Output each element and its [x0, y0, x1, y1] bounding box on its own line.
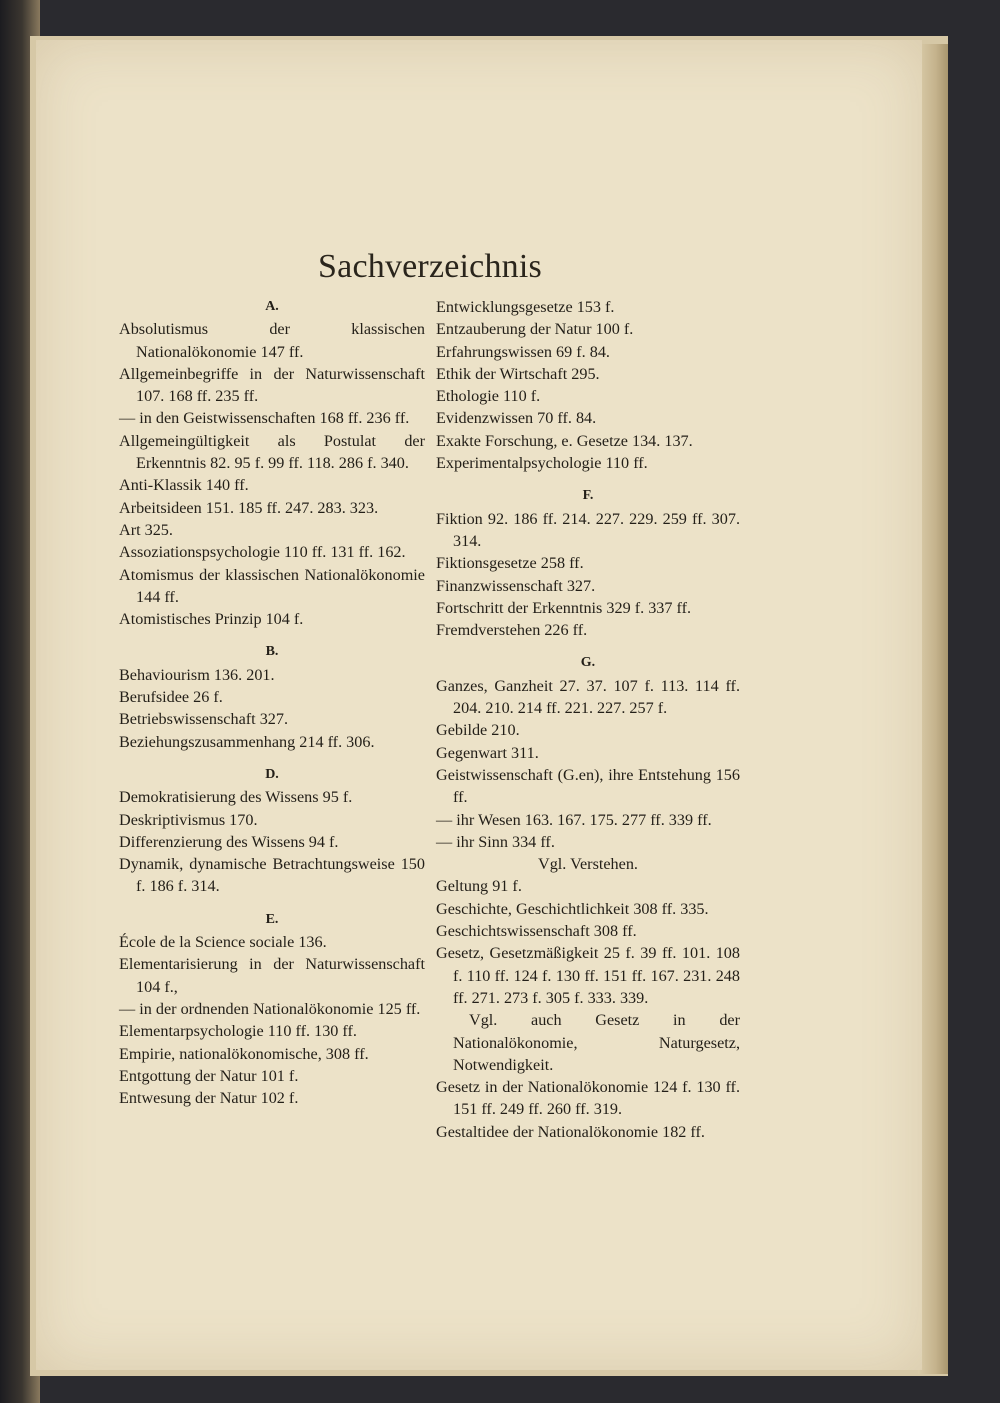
index-entry: Fiktionsgesetze 258 ff. [436, 554, 584, 573]
page-title: Sachverzeichnis [318, 248, 542, 285]
index-entry: Absolutismus der klassischen Nationalökonomie 147 ff. [119, 320, 425, 361]
index-entry: Ganzes, Ganzheit 27. 37. 107 f. 113. 114 ff. 204. 210. 214 ff. 221. 227. 257 f. [436, 676, 740, 718]
index-entry: Finanzwissenschaft 327. [436, 576, 596, 595]
index-entry: Beziehungszusammenhang 214 ff. 306. [119, 732, 375, 751]
index-entry: Fremdverstehen 226 ff. [436, 621, 588, 640]
index-entry: Gegenwart 311. [436, 743, 539, 762]
section-letter: A. [265, 299, 279, 314]
index-entry: Art 325. [119, 520, 173, 539]
page-edge [918, 44, 948, 1374]
index-entry: Gestaltidee der Nationalökonomie 182 ff. [436, 1122, 705, 1141]
index-entry: Elementarisierung in der Naturwissenschaft 104 f., [119, 955, 425, 996]
index-entry: Entwicklungsgesetze 153 f. [436, 298, 615, 316]
index-subentry: — in den Geistwissenschaften 168 ff. 236 ff. [119, 409, 410, 428]
index-entry: Exakte Forschung, e. Gesetze 134. 137. [436, 431, 693, 450]
index-entry: Entgottung der Natur 101 f. [119, 1066, 299, 1085]
index-entry: Fiktion 92. 186 ff. 214. 227. 229. 259 ff. 307. 314. [436, 509, 740, 550]
index-subentry: — in der ordnenden Nationalökonomie 125 ff. [119, 999, 421, 1018]
index-entry: Entwesung der Natur 102 f. [119, 1089, 299, 1108]
index-entry: Deskriptivismus 170. [119, 810, 258, 829]
index-entry: Berufsidee 26 f. [119, 688, 223, 707]
index-entry: Empirie, nationalökonomische, 308 ff. [119, 1044, 369, 1063]
index-entry: Geistwissenschaft (G.en), ihre Entstehung 156 ff. [436, 765, 740, 807]
index-subentry: — ihr Wesen 163. 167. 175. 277 ff. 339 ff. [436, 810, 712, 829]
section-letter: B. [265, 644, 279, 660]
index-entry: Evidenzwissen 70 ff. 84. [436, 409, 597, 428]
index-entry: Assoziationspsychologie 110 ff. 131 ff. 162. [119, 543, 406, 562]
index-cross-reference: Vgl. auch Gesetz in der Nationalökonomie, Naturgesetz, Notwendigkeit. [453, 1011, 740, 1074]
index-entry: École de la Science sociale 136. [119, 933, 327, 952]
index-entry: Ethologie 110 f. [436, 387, 541, 406]
index-entry: Betriebswissenschaft 327. [119, 710, 289, 729]
index-column-left [119, 296, 425, 1109]
index-cross-reference: Vgl. Verstehen. [538, 855, 638, 874]
index-entry: Arbeitsideen 151. 185 ff. 247. 283. 323. [119, 498, 379, 517]
index-entry: Entzauberung der Natur 100 f. [436, 320, 634, 339]
section-letter: E. [265, 911, 279, 927]
index-entry: Ethik der Wirtschaft 295. [436, 364, 600, 383]
index-entry: Anti-Klassik 140 ff. [119, 476, 249, 495]
index-entry: Erfahrungswissen 69 f. 84. [436, 342, 610, 361]
section-letter: F. [582, 488, 594, 504]
index-entry: Allgemeingültigkeit als Postulat der Erkenntnis 82. 95 f. 99 ff. 118. 286 f. 340. [119, 431, 425, 473]
section-letter: G. [580, 655, 596, 671]
index-entry: Gesetz in der Nationalökonomie 124 f. 130 ff. 151 ff. 249 ff. 260 ff. 319. [436, 1078, 740, 1119]
section-letter: D. [265, 766, 279, 782]
index-entry: Experimentalpsychologie 110 ff. [436, 454, 648, 473]
index-entry: Demokratisierung des Wissens 95 f. [119, 788, 353, 807]
index-entry: Dynamik, dynamische Betrachtungsweise 150 f. 186 f. 314. [119, 855, 425, 896]
index-entry: Atomistisches Prinzip 104 f. [119, 610, 304, 629]
index-entry: Geschichte, Geschichtlichkeit 308 ff. 335. [436, 899, 709, 918]
index-subentry: — ihr Sinn 334 ff. [436, 832, 555, 851]
index-entry: Behaviourism 136. 201. [119, 665, 275, 684]
index-entry: Geltung 91 f. [436, 877, 522, 896]
index-entry: Geschichtswissenschaft 308 ff. [436, 922, 637, 941]
index-entry: Gebilde 210. [436, 721, 520, 740]
index-entry: Gesetz, Gesetzmäßigkeit 25 f. 39 ff. 101. 108 f. 110 ff. 124 f. 130 ff. 151 ff. 167. 231. 248 ff. 271. 273 f. 305 f. 333. 339. [436, 944, 740, 1007]
index-entry: Differenzierung des Wissens 94 f. [119, 832, 339, 851]
index-entry: Elementarpsychologie 110 ff. 130 ff. [119, 1022, 357, 1041]
index-column-right [436, 296, 740, 1143]
index-entry: Atomismus der klassischen Nationalökonomie 144 ff. [119, 565, 425, 606]
index-entry: Allgemeinbegriffe in der Naturwissenschaft 107. 168 ff. 235 ff. [119, 364, 425, 406]
index-entry: Fortschritt der Erkenntnis 329 f. 337 ff. [436, 598, 692, 617]
